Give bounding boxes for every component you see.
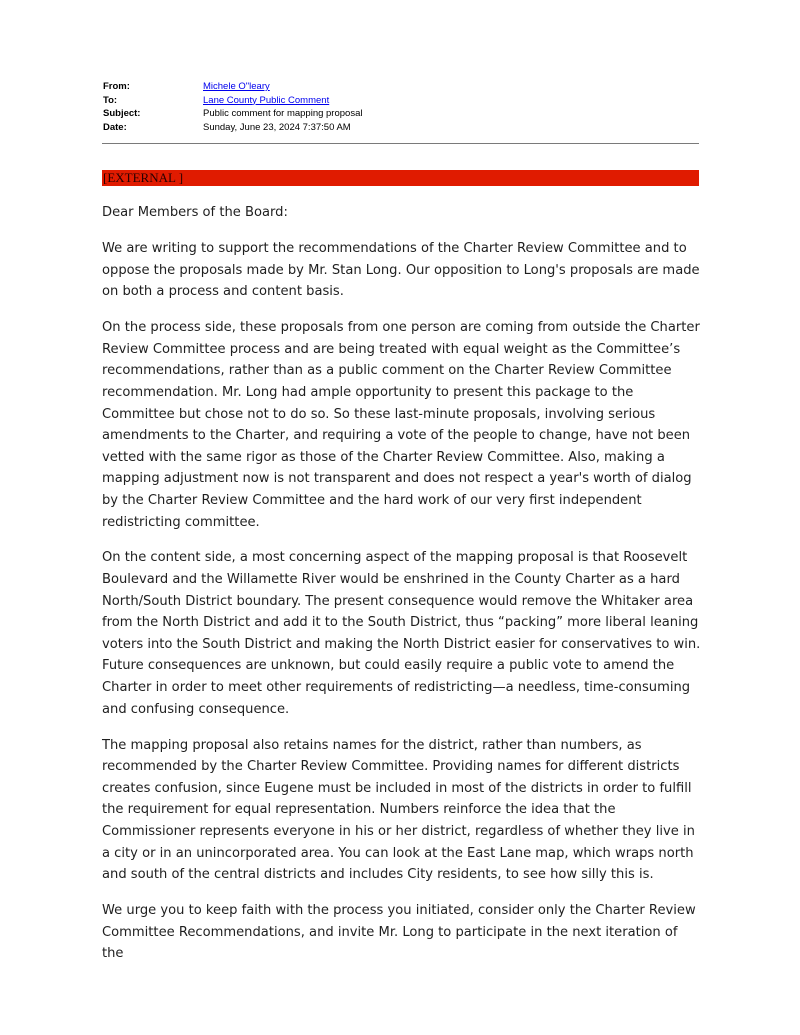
body-paragraph: We are writing to support the recommendations of the Charter Review Committee and to oppose the proposals made by Mr. Stan Long. Our opposition to Long's proposals are made on both a process and content basis.	[102, 240, 700, 300]
to-row	[103, 94, 362, 108]
from-label: From:	[103, 81, 130, 92]
subject-label: Subject:	[103, 108, 141, 119]
from-row	[103, 80, 362, 94]
date-value: Sunday, June 23, 2024 7:37:50 AM	[203, 121, 351, 133]
greeting: Dear Members of the Board:	[102, 205, 288, 220]
subject-value: Public comment for mapping proposal	[203, 108, 363, 119]
body-paragraph: On the process side, these proposals from one person are coming from outside the Charter Review Committee process and are being treated with equal weight as the Committee’s recommendations, rather than as a public comment on the Charter Review Committee recommendation. Mr. Long had ample opportunity to present this package to the Committee but chose not to do so. So these last-minute proposals, involving serious amendments to the Charter, and requiring a vote of the people to change, have not been vetted with the same rigor as those of the Charter Review Committee. Also, making a mapping adjustment now is not transparent and does not respect a year's worth of dialog by the Charter Review Committee and the hard work of our very first independent redistricting committee.	[102, 320, 700, 530]
external-banner-text: [EXTERNAL ]	[103, 170, 184, 185]
email-header	[103, 80, 362, 134]
header-divider	[102, 143, 699, 144]
body-paragraph: On the content side, a most concerning aspect of the mapping proposal is that Roosevelt Boulevard and the Willamette River would be enshrined in the County Charter as a hard North/South District boundary. The present consequence would remove the Whitaker area from the North District and add it to the South District, thus “packing” more liberal leaning voters into the South District and making the North District easier for conservatives to win. Future consequences are unknown, but could easily require a public vote to amend the Charter in order to meet other requirements of redistricting—a needless, time-consuming and confusing consequence.	[102, 550, 701, 717]
to-link[interactable]: Lane County Public Comment	[203, 94, 330, 106]
date-row	[103, 121, 362, 135]
body-paragraph: The mapping proposal also retains names for the district, rather than numbers, as recommended by the Charter Review Committee. Providing names for different districts creates confusion, since Eugene must be included in most of the districts in order to fulfill the requirement for equal representation. Numbers reinforce the idea that the Commissioner represents everyone in his or her district, regardless of whether they live in a city or in an unincorporated area. You can look at the East Lane map, which wraps north and south of the central districts and includes City residents, to see how silly this is.	[102, 737, 695, 883]
date-label: Date:	[103, 121, 127, 133]
email-body	[102, 202, 702, 979]
to-label: To:	[103, 94, 118, 106]
subject-row	[103, 107, 362, 121]
body-paragraph: We urge you to keep faith with the process you initiated, consider only the Charter Review Committee Recommendations, and invite Mr. Long to participate in the next iteration of the	[102, 903, 696, 962]
external-banner	[102, 170, 699, 186]
from-link[interactable]: Michele O"leary	[203, 81, 270, 92]
